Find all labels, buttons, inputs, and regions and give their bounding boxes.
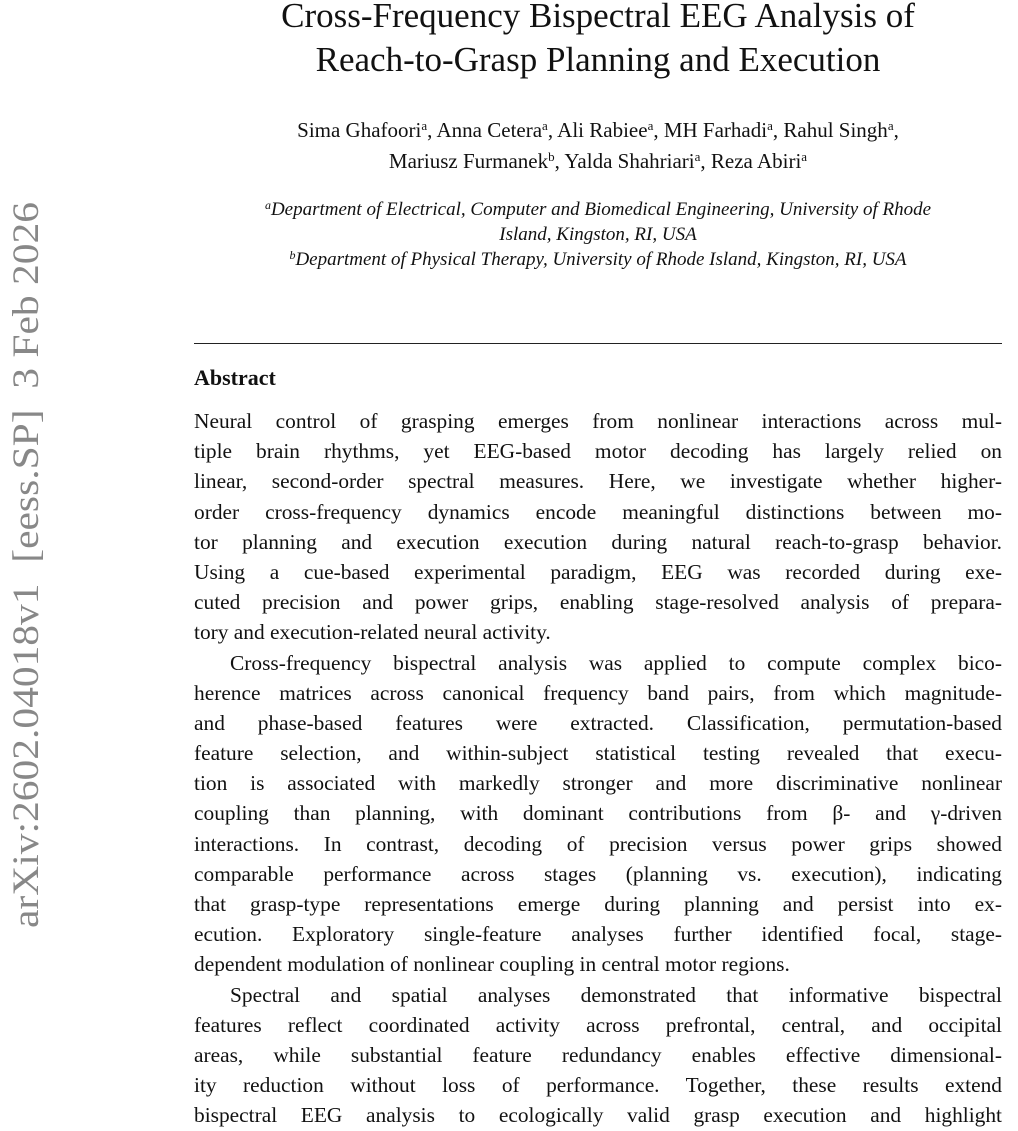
affiliation-mark: b: [289, 248, 296, 262]
abstract-line: and phase-based features were extracted. Classification, permutation-based: [194, 710, 1002, 735]
abstract-line: linear, second-order spectral measures. Here, we investigate whether higher-: [194, 469, 1002, 494]
abstract-line: feature selection, and within-subject statistical testing revealed that execu-: [194, 741, 1002, 766]
arxiv-stamp-svg: [4, 200, 48, 930]
abstract-line: tor planning and execution execution during natural reach-to-grasp behavior.: [194, 529, 1002, 554]
author-affil-mark: b: [548, 149, 555, 164]
affiliation-list: [150, 197, 1018, 272]
author-name: Rahul Singh: [783, 118, 888, 142]
affiliation-a-line-1: [150, 197, 1018, 222]
abstract-paragraph-2: [194, 648, 1002, 980]
arxiv-side-stamp: [4, 200, 48, 930]
arxiv-stamp-text: arXiv:2602.04018v1 [eess.SP] 3 Feb 2026: [6, 280, 47, 928]
author-name: Reza Abiri: [710, 149, 802, 173]
affiliation-a-line-2: Island, Kingston, RI, USA: [499, 224, 697, 245]
author-name: MH Farhadi: [663, 118, 768, 142]
abstract-heading: Abstract: [194, 365, 276, 390]
abstract-line: tory and execution-related neural activity.: [194, 620, 551, 645]
abstract-line: Cross-frequency bispectral analysis was applied to compute complex bico-: [230, 650, 1002, 675]
abstract-line: tiple brain rhythms, yet EEG-based motor decoding has largely relied on: [194, 439, 1002, 464]
author-affil-mark: a: [647, 118, 654, 133]
header-divider: [194, 343, 1002, 344]
author-name: Sima Ghafoori: [297, 118, 422, 142]
abstract-line: comparable performance across stages (planning vs. execution), indicating: [194, 861, 1002, 886]
abstract-line: areas, while substantial feature redundancy enables effective dimensional-: [194, 1042, 1002, 1067]
abstract-line: tion is associated with markedly stronger and more discriminative nonlinear: [194, 771, 1002, 796]
abstract-line: interactions. In contrast, decoding of precision versus power grips showed: [194, 831, 1002, 856]
abstract-line: Spectral and spatial analyses demonstrated that informative bispectral: [230, 982, 1002, 1007]
paper-title: [150, 0, 1018, 82]
affiliation-text: Department of Physical Therapy, University of Rhode Island, Kingston, RI, USA: [295, 249, 907, 270]
author-affil-mark: a: [887, 118, 894, 133]
abstract-paragraph-3: [194, 980, 1002, 1131]
author-separator: ,: [427, 118, 433, 142]
abstract-line: order cross-frequency dynamics encode meaningful distinctions between mo-: [194, 499, 1002, 524]
abstract-line: ity reduction without loss of performance. Together, these results extend: [194, 1073, 1002, 1098]
abstract-line: features reflect coordinated activity across prefrontal, central, and occipital: [194, 1012, 1002, 1037]
author-separator: ,: [653, 118, 659, 142]
author-line-1: [150, 115, 1018, 146]
author-affil-mark: a: [542, 118, 548, 133]
abstract-line: dependent modulation of nonlinear coupling in central motor regions.: [194, 952, 790, 977]
abstract-line: Using a cue-based experimental paradigm, EEG was recorded during exe-: [194, 559, 1002, 584]
author-affil-mark: a: [421, 118, 428, 133]
author-name: Ali Rabiee: [557, 118, 648, 142]
abstract-paragraph-1: [194, 406, 1002, 648]
author-name: Mariusz Furmanek: [388, 149, 549, 173]
author-separator: ,: [772, 118, 779, 142]
title-line-1: Cross-Frequency Bispectral EEG Analysis of: [281, 0, 915, 35]
author-separator: ,: [700, 149, 706, 173]
author-affil-mark: a: [801, 149, 808, 164]
author-affil-mark: a: [694, 149, 701, 164]
abstract-line: Neural control of grasping emerges from nonlinear interactions across mul-: [194, 409, 1002, 433]
author-separator: ,: [893, 118, 899, 142]
abstract-line: herence matrices across canonical frequency band pairs, from which magnitude-: [194, 680, 1002, 705]
abstract-line: ecution. Exploratory single-feature analyses further identified focal, stage-: [194, 922, 1002, 947]
abstract-line: coupling than planning, with dominant contributions from β- and γ-driven: [194, 801, 1002, 826]
author-name: Yalda Shahriari: [564, 149, 695, 173]
author-affil-mark: a: [767, 118, 773, 133]
abstract-line: bispectral EEG analysis to ecologically valid grasp execution and highlight: [194, 1103, 1002, 1128]
abstract-line: that grasp-type representations emerge during planning and persist into ex-: [194, 892, 1002, 916]
abstract-line: cuted precision and power grips, enabling stage-resolved analysis of prepara-: [194, 590, 1002, 615]
author-separator: ,: [554, 149, 560, 173]
affiliation-mark: a: [264, 198, 271, 212]
author-name: Anna Cetera: [436, 118, 543, 142]
affiliation-text: Department of Electrical, Computer and Biomedical Engineering, University of Rhode: [270, 199, 932, 220]
affiliation-b: [150, 247, 1018, 272]
author-separator: ,: [547, 118, 554, 142]
title-line-2: Reach-to-Grasp Planning and Execution: [315, 40, 881, 79]
abstract-body: [194, 406, 1002, 1131]
author-list: [150, 115, 1018, 177]
author-line-2: [150, 146, 1018, 177]
